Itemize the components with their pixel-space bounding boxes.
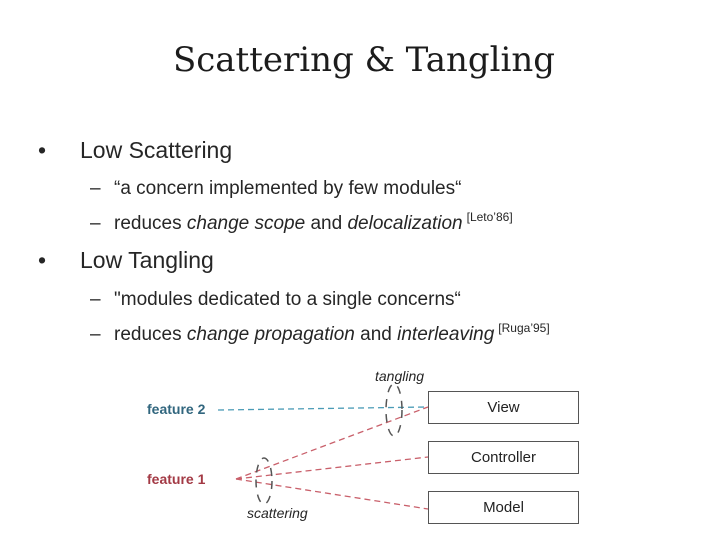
- scattering-ellipse: [256, 458, 272, 504]
- sub-text: and: [305, 213, 348, 234]
- citation-leto: [Leto’86]: [466, 210, 513, 224]
- citation-ruga: [Ruga’95]: [498, 321, 550, 335]
- sub-text: reduces: [114, 213, 187, 234]
- model-box: Model: [428, 491, 579, 524]
- emphasis-delocalization: delocalization: [347, 213, 463, 234]
- tangling-ellipse: [386, 384, 402, 436]
- scattering-label: scattering: [247, 505, 308, 521]
- dash-icon: –: [90, 324, 101, 345]
- sub-bullet-text: "modules dedicated to a single concerns“: [114, 289, 461, 310]
- dash-icon: –: [90, 178, 101, 199]
- dash-icon: –: [90, 289, 101, 310]
- dash-icon: –: [90, 213, 101, 234]
- emphasis-change-propagation: change propagation: [186, 324, 355, 345]
- feature2-to-view-line: [218, 407, 428, 410]
- tangling-label: tangling: [375, 368, 425, 384]
- emphasis-interleaving: interleaving: [397, 324, 495, 345]
- feature-1-label: feature 1: [147, 471, 206, 487]
- emphasis-change-scope: change scope: [186, 213, 306, 234]
- bullet-label: Low Tangling: [80, 247, 214, 273]
- view-box: View: [428, 391, 579, 424]
- bullet-dot-icon: •: [38, 247, 47, 273]
- bullet-label: Low Scattering: [80, 137, 233, 163]
- controller-box: Controller: [428, 441, 579, 474]
- slide-title: Scattering & Tangling: [172, 40, 556, 80]
- sub-bullet-text: “a concern implemented by few modules“: [114, 178, 462, 199]
- bullet-dot-icon: •: [38, 137, 47, 163]
- sub-text: and: [354, 324, 398, 345]
- feature1-to-view-line: [236, 407, 428, 479]
- feature-2-label: feature 2: [147, 401, 206, 417]
- sub-text: reduces: [114, 324, 187, 345]
